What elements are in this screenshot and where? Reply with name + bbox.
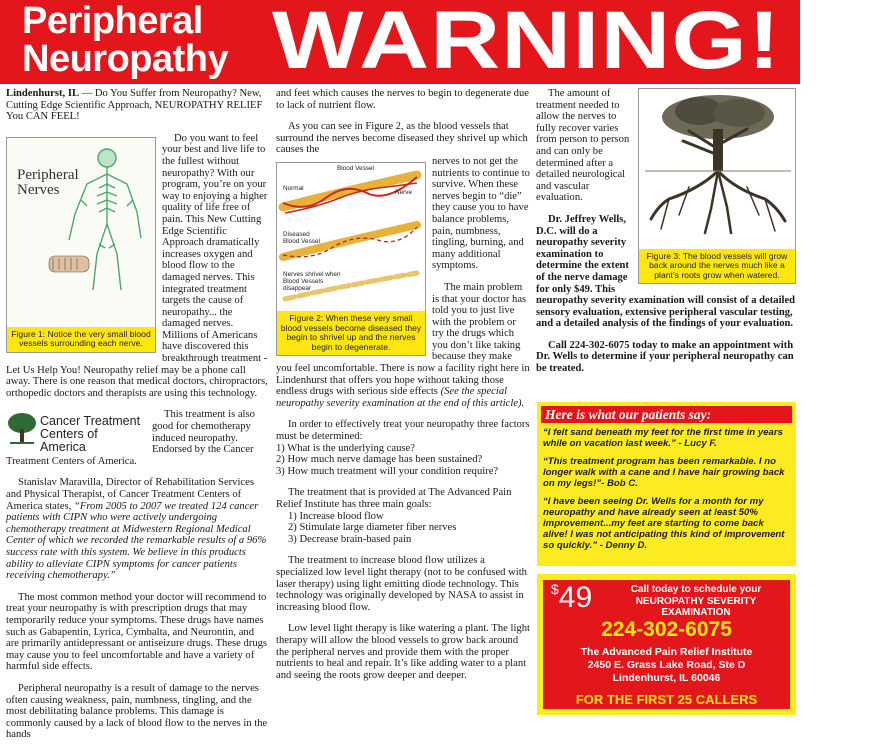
column-1 xyxy=(6,88,268,751)
title-neuropathy: Neuropathy xyxy=(22,38,229,80)
intro-text: –– Do You Suffer from Neuropathy? New, Cutting Edge Scientific Approach, NEUROPATHY RELIEF You CAN FEEL! xyxy=(6,88,263,123)
offer-call-text: Call today to schedule your NEUROPATHY SEVERITY EXAMINATION xyxy=(630,584,762,618)
col1-paragraph-3: Stanislav Maravilla, Director of Rehabilitation Services and Physical Therapist, of Cancer Treatment Centers of America states, “From 2005 to 2007 we treated 124 cancer patients with CIPN who were actively undergoing chemotherapy treatment at Midwestern Regional Medical Center of which we recorded the remarkable results of a 96% success rate with this system. We believe in this products ability to alleviate CIPN symptoms for cancer patients receiving chemotherapy.” xyxy=(6,477,267,582)
testimonial-item: “I felt sand beneath my feet for the first time in years while on vacation last week.” - Lucy F. xyxy=(543,427,783,449)
header-banner xyxy=(0,0,800,84)
title-peripheral: Peripheral xyxy=(22,0,203,42)
label-normal: Normal xyxy=(283,184,304,192)
offer-phone-number[interactable]: 224-302-6075 xyxy=(601,618,732,641)
title-warning: WARNING! xyxy=(272,0,782,86)
factor-item: 1) What is the underlying cause? xyxy=(276,442,415,454)
col3-paragraph-3: Call 224-302-6075 today to make an appointment with Dr. Wells to determine if your peripheral neuropathy can be treated. xyxy=(536,339,794,375)
factor-item: 2) How much nerve damage has been sustained? xyxy=(276,454,483,466)
goal-item: 1) Increase blood flow xyxy=(288,510,384,522)
cancer-center-quote: “From 2005 to 2007 we treated 124 cancer patients with CIPN who were actively undergoing chemotherapy treatment at Midwestern Regional Medical Center of which we recorded the remarkable results of a 96% success rate with this system. We believe in this products ability to alleviate CIPN symptoms for cancer patients receiving chemotherapy.” xyxy=(6,500,267,582)
col1-paragraph-2: This treatment is also good for chemotherapy induced neuropathy. Endorsed by the Cancer Treatment Centers of America. xyxy=(6,409,255,467)
col3-paragraph-1: The amount of treatment needed to allow the nerves to fully recover varies from person to person and can only be determined after a detailed neurological and vascular evaluation. xyxy=(536,88,630,204)
figure-3-tree-roots xyxy=(638,88,796,284)
label-blood-vessel: Blood Vessel xyxy=(337,164,374,172)
tree-roots-icon xyxy=(639,89,797,239)
offer-box xyxy=(537,574,796,715)
col2-paragraph-4: In order to effectively treat your neuropathy three factors must be determined: 1) What is the underlying cause? 2) How much nerve damage has been sustained? 3) How much treatment will your condition require? xyxy=(276,419,530,477)
col1-paragraph-5: Peripheral neuropathy is a result of damage to the nerves often causing weakness, pain, numbness, tingling, and the most debilitating balance problems. This damage is commonly caused by a lack of blood flow to the nerves in the hands xyxy=(6,682,268,741)
testimonial-item: “I have been seeing Dr. Wells for a month for my neuropathy and have already seen at least 50% improvement...my feet are starting to come back alive! I was not anticipating this kind of improvement so quickly.” - Denny D. xyxy=(543,496,785,551)
cancer-logo-text: Cancer Treatment Centers of America xyxy=(40,414,141,455)
offer-first-25: FOR THE FIRST 25 CALLERS xyxy=(575,692,758,707)
col2-paragraph-1: and feet which causes the nerves to begin to degenerate due to lack of nutrient flow. xyxy=(276,88,529,111)
figure-2-caption: Figure 2: When these very small blood vessels become diseased they begin to shrivel up and the nerves begin to degenerate. xyxy=(277,311,425,355)
col3-paragraph-2: Dr. Jeffrey Wells, D.C. will do a neuropathy severity examination to determine the extent of the nerve damage for only $49. This neuropathy severity examination will consist of a detailed sensory evaluation, extensive peripheral vascular testing, and a detailed analysis of the findings of your evaluation. xyxy=(536,213,796,330)
figure-2-blood-vessels xyxy=(276,162,426,356)
col2-paragraph-2b: nerves to not get the nutrients to continue to survive. When these nerves begin to “die” they cause you to have balance problems, pain, numbness, tingling, burning, and many additional symptoms. xyxy=(432,155,530,272)
cancer-treatment-centers-logo xyxy=(6,411,146,455)
testimonial-item: “This treatment program has been remarkable. I no longer walk with a cane and I have hair growing back on my legs!”- Bob C. xyxy=(543,456,785,489)
offer-inner xyxy=(543,580,790,709)
tree-logo-icon xyxy=(6,411,38,445)
nervous-system-figure-icon xyxy=(47,144,147,294)
offer-price: $49 xyxy=(551,581,593,614)
figure-1-caption: Figure 1: Notice the very small blood vessels surrounding each nerve. xyxy=(7,327,155,352)
column-3 xyxy=(536,88,796,385)
figure-3-caption: Figure 3: The blood vessels will grow back around the nerves much like a plant’s roots grow when watered. xyxy=(639,249,795,283)
figure-1-label: Peripheral Nerves xyxy=(17,166,79,198)
label-nerves-shrivel: Nerves shrivel when Blood Vessels disappear xyxy=(283,270,341,292)
intro-paragraph xyxy=(6,88,268,123)
dateline: Lindenhurst, IL xyxy=(6,88,80,99)
offer-institute: The Advanced Pain Relief Institute 2450 E. Grass Lake Road, Ste D Lindenhurst, IL 60046 xyxy=(580,646,753,684)
col1-paragraph-1: Do you want to feel your best and live life to the fullest without neuropathy? With our program, you’re on your way to enjoying a higher quality of life free of pain. This New Cutting Edge Scientific Approach dramatically increases oxygen and blood flow to the damaged nerves. This integrated treatment targets the cause of neuropathy... the damaged nerves. Millions of Americans have discovered this breakthrough treatment - Let Us Help You! Neuropathy relief may be a phone call away. There is one reason that medical doctors, chiropractors, orthopedic doctors and therapists are using this technology. xyxy=(6,132,268,399)
column-2 xyxy=(276,88,530,691)
goal-item: 3) Decrease brain-based pain xyxy=(288,533,412,545)
testimonials-heading: Here is what our patients say: xyxy=(541,406,792,423)
goal-item: 2) Stimulate large diameter fiber nerves xyxy=(288,522,457,534)
col2-paragraph-3: The main problem is that your doctor has told you to just live with the problem or try the drugs which you don’t like taking because they make you feel uncomfortable. There is now a facility right here in Lindenhurst that offers you hope without taking those endless drugs with serious side effects (See the special neuropathy severity examination at the end of this article). xyxy=(276,281,530,409)
col1-paragraph-4: The most common method your doctor will recommend to treat your neuropathy is with prescription drugs that may temporarily reduce your symptoms. These drugs have names such as Gabapentin, Lyrica, Cymbalta, and Neurontin, and are primarily antidepressant or antiseizure drugs. These drugs may cause you to feel uncomfortable and have a variety of harmful side effects. xyxy=(6,591,268,673)
factor-item: 3) How much treatment will your condition require? xyxy=(276,465,499,477)
label-nerve: Nerve xyxy=(395,188,413,196)
col2-paragraph-2a: As you can see in Figure 2, as the blood vessels that surround the nerves become diseased they shrivel up which causes the xyxy=(276,121,528,156)
col2-paragraph-6: The treatment to increase blood flow utilizes a specialized low level light therapy (not to be confused with laser therapy) using light emitting diode technology. This technology was originally developed by NASA to assist in increasing blood flow. xyxy=(276,555,527,613)
col2-paragraph-7: Low level light therapy is like watering a plant. The light therapy will allow the blood vessels to grow back around the peripheral nerves and provide them with the proper nutrients to heal and repair. It’s like adding water to a plant and seeing the roots grow deeper and deeper. xyxy=(276,623,530,681)
col2-paragraph-5: The treatment that is provided at The Advanced Pain Relief Institute has three main goals: 1) Increase blood flow 2) Stimulate large diameter fiber nerves 3) Decrease brain-based pain xyxy=(276,487,512,545)
label-diseased-vessel: Diseased Blood Vessel xyxy=(283,230,320,245)
figure-1-peripheral-nerves xyxy=(6,137,156,353)
patient-testimonials xyxy=(537,402,796,566)
